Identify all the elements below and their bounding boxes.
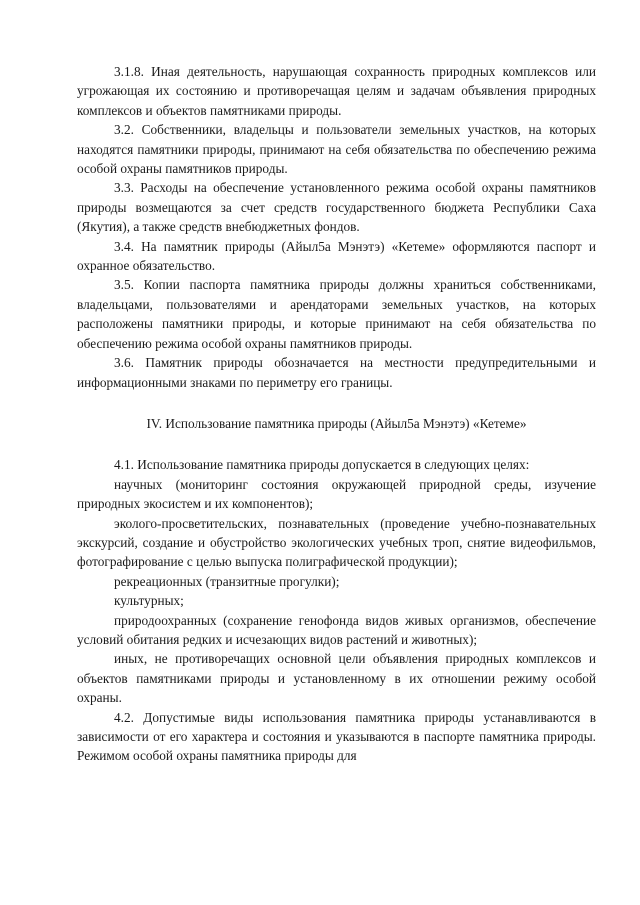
list-item-conservation: природоохранных (сохранение генофонда видов живых организмов, обеспечение условий обитания редких и исчезающих видов растений и животных); — [77, 612, 596, 647]
paragraph-3-3: 3.3. Расходы на обеспечение установленного режима особой охраны памятников природы возмещаются за счет средств государственного бюджета Республики Саха (Якутия), а также средств внебюджетных фондов. — [77, 180, 596, 235]
section-heading: IV. Использование памятника природы (Айыл5а Мэнэтэ) «Кетеме» — [146, 415, 527, 431]
list-item-scientific: научных (мониторинг состояния окружающей природной среды, изучение природных экосистем и их компонентов); — [77, 476, 596, 512]
paragraph-3-2: 3.2. Собственники, владельцы и пользователи земельных участков, на которых находятся памятники природы, принимают на себя обязательства по обеспечению режима особой охраны памятников природы. — [77, 122, 596, 177]
list-item-recreational: рекреационных (транзитные прогулки); — [114, 573, 340, 589]
paragraph-3-5: 3.5. Копии паспорта памятника природы должны храниться собственниками, владельцами, пользователями и арендаторами земельных участков, на которых расположены памятники природы, и которые принимают на себя обязательства по обеспечению режима особой охраны памятников природы. — [77, 277, 596, 351]
paragraph-4-1: 4.1. Использование памятника природы допускается в следующих целях: — [114, 457, 530, 473]
paragraph-3-6: 3.6. Памятник природы обозначается на местности предупредительными и информационными знаками по периметру его границы. — [77, 355, 596, 390]
list-item-cultural: культурных; — [114, 593, 184, 609]
list-item-other: иных, не противоречащих основной цели объявления природных комплексов и объектов памятниками природы и установленному в их отношении режиму особой охраны. — [77, 651, 596, 706]
paragraph-4-2: 4.2. Допустимые виды использования памятника природы устанавливаются в зависимости от его характера и состояния и указываются в паспорте памятника природы. Режимом особой охраны памятника природы для — [77, 709, 596, 764]
paragraph-3-4: 3.4. На памятник природы (Айыл5а Мэнэтэ) «Кетеме» оформляются паспорт и охранное обязательство. — [77, 238, 596, 274]
paragraph-3-1-8: 3.1.8. Иная деятельность, нарушающая сохранность природных комплексов или угрожающая их состоянию и противоречащая целям и задачам объявления природных комплексов и объектов памятниками природы. — [77, 64, 596, 118]
list-item-educational: эколого-просветительских, познавательных (проведение учебно-познавательных экскурсий, создание и обустройство экологических учебных троп, снятие видеофильмов, фотографирование с целью выпуска полиграфической продукции); — [77, 515, 596, 570]
